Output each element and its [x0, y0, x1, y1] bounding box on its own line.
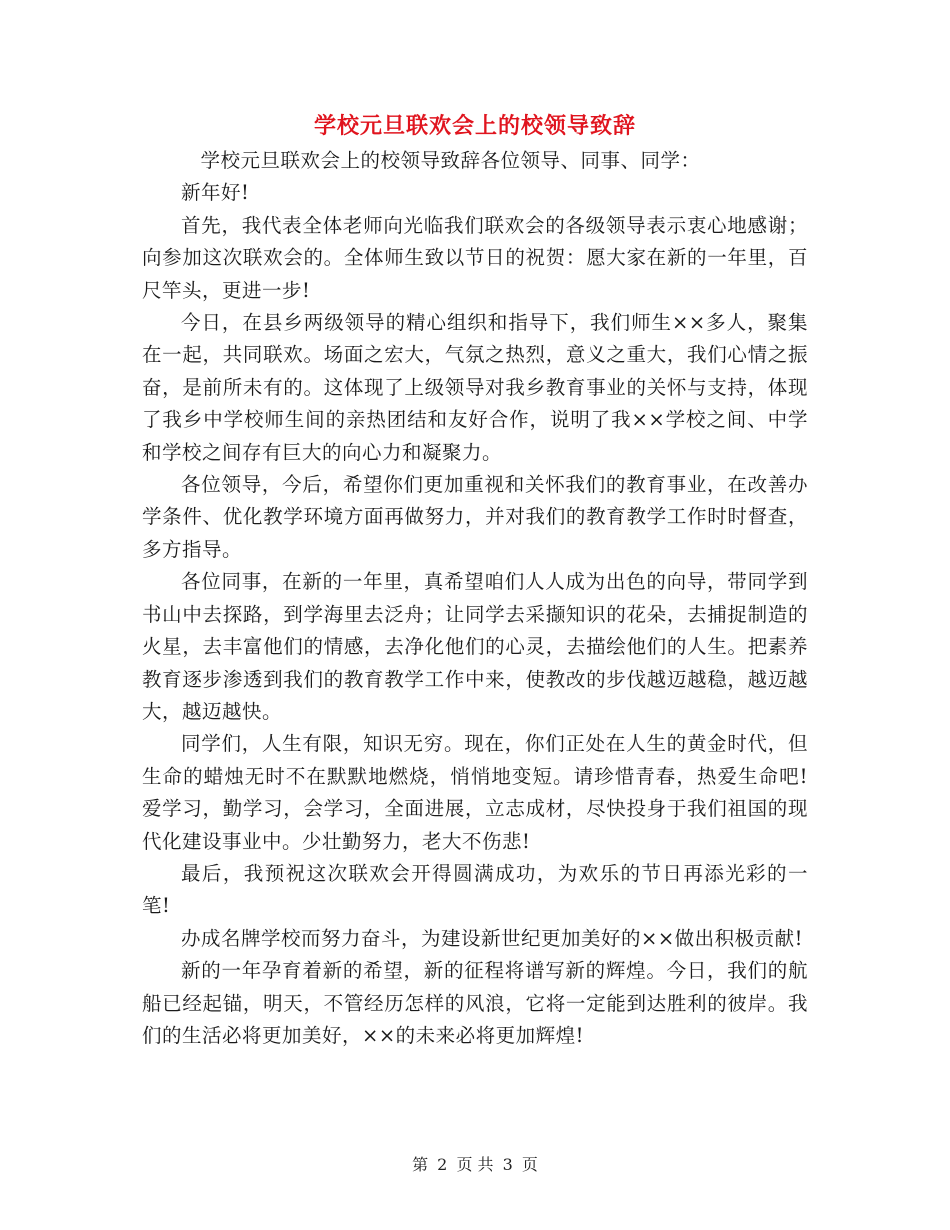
paragraph-students: 同学们，人生有限，知识无穷。现在，你们正处在人生的黄金时代，但生命的蜡烛无时不在默默地燃烧，悄悄地变短。请珍惜青春，热爱生命吧!爱学习，勤学习，会学习，全面进展，立志成材，尽快投身于我们祖国的现代化建设事业中。少壮勤努力，老大不伤悲!	[142, 732, 808, 853]
footer-total-pages: 3	[502, 1155, 513, 1174]
paragraph-gathering: 今日，在县乡两级领导的精心组织和指导下，我们师生××多人，聚集在一起，共同联欢。场面之宏大，气氛之热烈，意义之重大，我们心情之振奋，是前所未有的。这体现了上级领导对我乡教育事业的关怀与支持，体现了我乡中学校师生间的亲热团结和友好合作，说明了我××学校之间、中学和学校之间存有巨大的向心力和凝聚力。	[142, 311, 808, 464]
document-body	[142, 145, 808, 1052]
paragraph-closing-wish: 最后，我预祝这次联欢会开得圆满成功，为欢乐的节日再添光彩的一笔!	[142, 861, 808, 918]
paragraph-greeting-intro: 学校元旦联欢会上的校领导致辞各位领导、同事、同学：	[200, 149, 701, 172]
document-title: 学校元旦联欢会上的校领导致辞	[313, 113, 636, 139]
footer-middle: 页 共	[456, 1155, 494, 1174]
paragraph-thanks: 首先，我代表全体老师向光临我们联欢会的各级领导表示衷心地感谢；向参加这次联欢会的。全体师生致以节日的祝贺：愿大家在新的一年里，百尺竿头，更进一步!	[142, 213, 808, 302]
paragraph-new-hope: 新的一年孕育着新的希望，新的征程将谱写新的辉煌。今日，我们的航船已经起锚，明天，不管经历怎样的风浪，它将一定能到达胜利的彼岸。我们的生活必将更加美好，××的未来必将更加辉煌!	[142, 959, 808, 1047]
footer-prefix: 第	[412, 1155, 429, 1174]
page-footer	[0, 1153, 950, 1177]
footer-current-page: 2	[437, 1155, 448, 1174]
footer-suffix: 页	[521, 1155, 538, 1174]
paragraph-famous-school: 办成名牌学校而努力奋斗，为建设新世纪更加美好的××做出积极贡献!	[181, 926, 804, 950]
paragraph-leaders: 各位领导，今后，希望你们更加重视和关怀我们的教育事业，在改善办学条件、优化教学环境方面再做努力，并对我们的教育教学工作时时督查，多方指导。	[142, 473, 808, 561]
paragraph-new-year: 新年好!	[181, 181, 250, 205]
paragraph-colleagues: 各位同事，在新的一年里，真希望咱们人人成为出色的向导，带同学到书山中去探路，到学海里去泛舟；让同学去采撷知识的花朵，去捕捉制造的火星，去丰富他们的情感，去净化他们的心灵，去描绘他们的人生。把素养教育逐步渗透到我们的教育教学工作中来，使教改的步伐越迈越稳，越迈越大，越迈越快。	[142, 570, 808, 723]
